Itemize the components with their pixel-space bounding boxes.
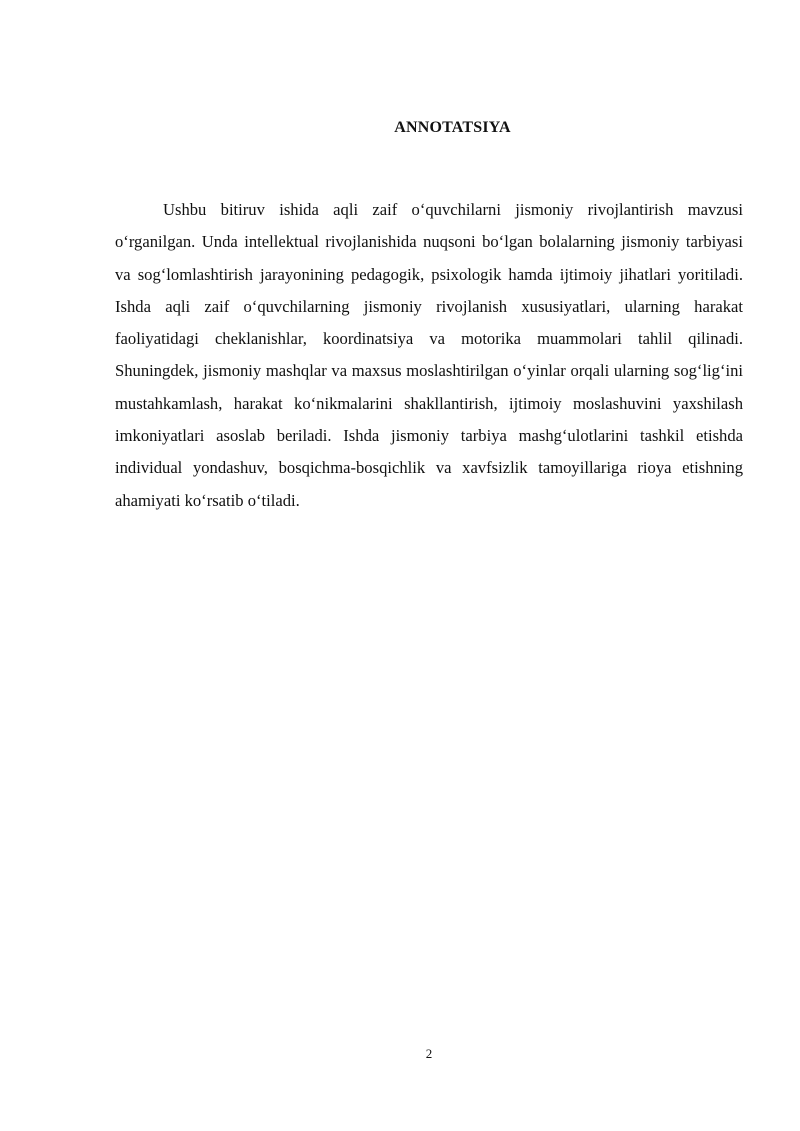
annotation-paragraph: Ushbu bitiruv ishida aqli zaif o‘quvchilarni jismoniy rivojlantirish mavzusi o‘rganilgan. Unda intellektual rivojlanishida nuqsoni bo‘lgan bolalarning jismoniy tarbiyasi va sog‘lomlashtirish jarayonining pedagogik, psixologik hamda ijtimoiy jihatlari yoritiladi. Ishda aqli zaif o‘quvchilarning jismoniy rivojlanish xususiyatlari, ularning harakat faoliyatidagi cheklanishlar, koordinatsiya va motorika muammolari tahlil qilinadi. Shuningdek, jismoniy mashqlar va maxsus moslashtirilgan o‘yinlar orqali ularning sog‘lig‘ini mustahkamlash, harakat ko‘nikmalarini shakllantirish, ijtimoiy moslashuvini yaxshilash imkoniyatlari asoslab beriladi. Ishda jismoniy tarbiya mashg‘ulotlarini tashkil etishda individual yondashuv, bosqichma-bosqichlik va xavfsizlik tamoyillariga rioya etishning ahamiyati ko‘rsatib o‘tiladi. (115, 200, 743, 510)
page-number: 2 (425, 1046, 433, 1061)
page-title: ANNOTATSIYA (394, 119, 511, 136)
